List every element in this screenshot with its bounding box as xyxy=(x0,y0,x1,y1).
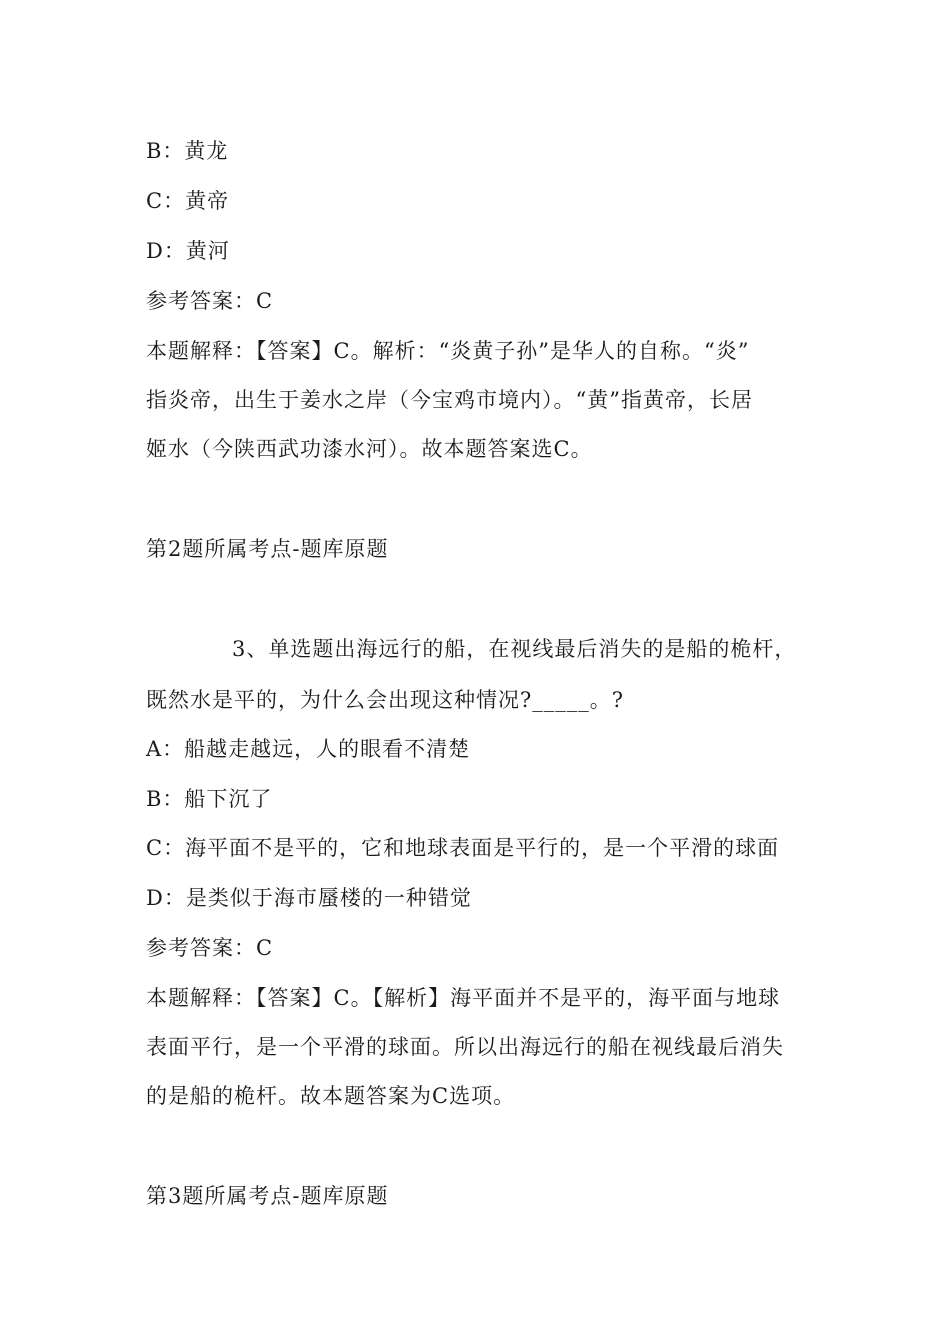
q2-option-d: D：黄河 xyxy=(146,239,230,263)
q2-explanation-line-3: 姬水（今陕西武功漆水河）。故本题答案选C。 xyxy=(146,437,593,461)
q2-answer: 参考答案：C xyxy=(146,289,274,313)
q2-option-c: C：黄帝 xyxy=(146,189,230,213)
q3-answer: 参考答案：C xyxy=(146,936,274,960)
q2-option-b: B：黄龙 xyxy=(146,139,229,163)
q3-category: 第3题所属考点-题库原题 xyxy=(146,1184,389,1208)
q3-explanation-line-3: 的是船的桅杆。故本题答案为C选项。 xyxy=(146,1084,516,1108)
q3-explanation-line-1: 本题解释：【答案】C。【解析】海平面并不是平的，海平面与地球 xyxy=(146,986,781,1010)
q3-option-c: C：海平面不是平的，它和地球表面是平行的，是一个平滑的球面 xyxy=(146,836,780,860)
q3-explanation-line-2: 表面平行，是一个平滑的球面。所以出海远行的船在视线最后消失 xyxy=(146,1035,784,1059)
q3-stem-line-2: 既然水是平的，为什么会出现这种情况?_____。? xyxy=(146,688,625,712)
q3-option-a: A：船越走越远，人的眼看不清楚 xyxy=(146,737,471,761)
q2-explanation-line-2: 指炎帝，出生于姜水之岸（今宝鸡市境内）。“黄”指黄帝，长居 xyxy=(146,388,753,412)
q3-option-d: D：是类似于海市蜃楼的一种错觉 xyxy=(146,886,472,910)
q3-stem-line-1: 3、单选题出海远行的船，在视线最后消失的是船的桅杆， xyxy=(232,637,797,661)
q3-option-b: B：船下沉了 xyxy=(146,787,273,811)
q2-explanation-line-1: 本题解释：【答案】C。解析：“炎黄子孙”是华人的自称。“炎” xyxy=(146,339,750,363)
q2-category: 第2题所属考点-题库原题 xyxy=(146,537,389,561)
